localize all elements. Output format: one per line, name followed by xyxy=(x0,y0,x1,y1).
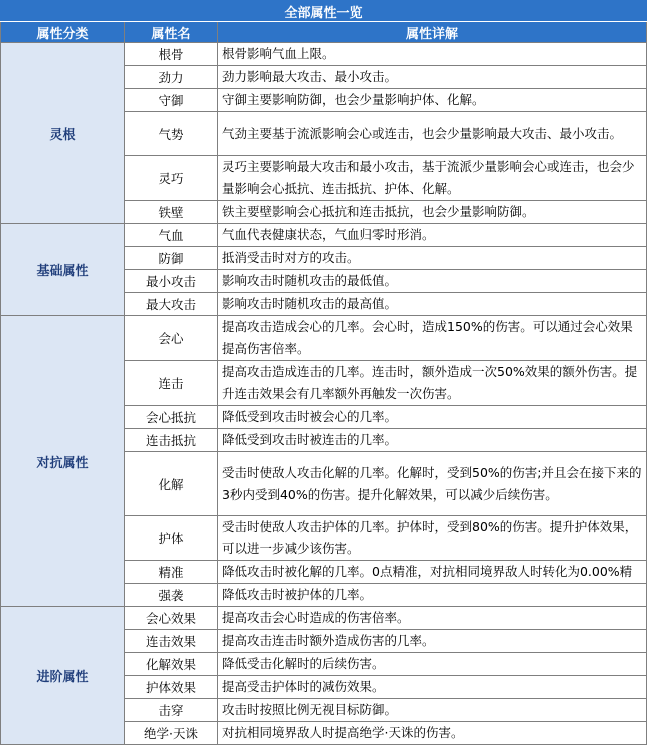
attr-name: 防御 xyxy=(125,247,218,270)
attr-detail: 降低攻击时被护体的几率。 xyxy=(218,584,647,607)
attr-name: 会心 xyxy=(125,316,218,361)
table-row xyxy=(1,224,647,247)
attr-name: 最大攻击 xyxy=(125,293,218,316)
attr-name: 最小攻击 xyxy=(125,270,218,293)
attr-name: 化解效果 xyxy=(125,653,218,676)
attr-name: 铁壁 xyxy=(125,201,218,224)
attr-detail: 提高攻击造成会心的几率。会心时，造成150%的伤害。可以通过会心效果提高伤害倍率。 xyxy=(218,316,647,361)
attr-detail: 气劲主要基于流派影响会心或连击，也会少量影响最大攻击、最小攻击。 xyxy=(218,112,647,156)
attr-name: 绝学·天诛 xyxy=(125,722,218,745)
attr-name: 灵巧 xyxy=(125,156,218,201)
attr-detail: 劲力影响最大攻击、最小攻击。 xyxy=(218,66,647,89)
attr-detail: 受击时使敌人攻击护体的几率。护体时，受到80%的伤害。提升护体效果，可以进一步减少该伤害。 xyxy=(218,516,647,561)
attr-detail: 气血代表健康状态，气血归零时形消。 xyxy=(218,224,647,247)
title-row xyxy=(1,1,647,22)
attr-detail: 影响攻击时随机攻击的最高值。 xyxy=(218,293,647,316)
attr-detail: 对抗相同境界敌人时提高绝学·天诛的伤害。 xyxy=(218,722,647,745)
attr-name: 精准 xyxy=(125,561,218,584)
attr-detail: 铁主要壁影响会心抵抗和连击抵抗，也会少量影响防御。 xyxy=(218,201,647,224)
attr-name: 根骨 xyxy=(125,43,218,66)
header-detail: 属性详解 xyxy=(218,22,647,43)
header-category: 属性分类 xyxy=(1,22,125,43)
attr-detail: 提高攻击会心时造成的伤害倍率。 xyxy=(218,607,647,630)
attr-name: 护体 xyxy=(125,516,218,561)
attr-detail: 受击时使敌人攻击化解的几率。化解时，受到50%的伤害;并且会在接下来的3秒内受到40%的伤害。提升化解效果，可以减少后续伤害。 xyxy=(218,452,647,516)
attr-detail: 提高攻击造成连击的几率。连击时，额外造成一次50%效果的额外伤害。提升连击效果会有几率额外再触发一次伤害。 xyxy=(218,361,647,406)
header-row xyxy=(1,22,647,43)
attr-name: 气势 xyxy=(125,112,218,156)
attr-name: 护体效果 xyxy=(125,676,218,699)
attr-name: 气血 xyxy=(125,224,218,247)
table-row xyxy=(1,607,647,630)
attr-name: 击穿 xyxy=(125,699,218,722)
header-name: 属性名 xyxy=(125,22,218,43)
table-row xyxy=(1,43,647,66)
attr-detail: 灵巧主要影响最大攻击和最小攻击，基于流派少量影响会心或连击，也会少量影响会心抵抗、连击抵抗、护体、化解。 xyxy=(218,156,647,201)
attr-detail: 根骨影响气血上限。 xyxy=(218,43,647,66)
category-lingen: 灵根 xyxy=(1,43,125,224)
attr-detail: 守御主要影响防御，也会少量影响护体、化解。 xyxy=(218,89,647,112)
attr-detail: 降低受击化解时的后续伤害。 xyxy=(218,653,647,676)
attr-detail: 抵消受击时对方的攻击。 xyxy=(218,247,647,270)
attr-name: 连击效果 xyxy=(125,630,218,653)
table-title: 全部属性一览 xyxy=(1,1,647,22)
category-basic: 基础属性 xyxy=(1,224,125,316)
attr-detail: 降低受到攻击时被连击的几率。 xyxy=(218,429,647,452)
table-row xyxy=(1,316,647,361)
attr-detail: 提高受击护体时的减伤效果。 xyxy=(218,676,647,699)
attr-name: 劲力 xyxy=(125,66,218,89)
attr-name: 连击抵抗 xyxy=(125,429,218,452)
attr-detail: 影响攻击时随机攻击的最低值。 xyxy=(218,270,647,293)
attr-name: 连击 xyxy=(125,361,218,406)
category-combat: 对抗属性 xyxy=(1,316,125,607)
attr-detail: 降低受到攻击时被会心的几率。 xyxy=(218,406,647,429)
attr-name: 化解 xyxy=(125,452,218,516)
attr-name: 会心抵抗 xyxy=(125,406,218,429)
attr-name: 会心效果 xyxy=(125,607,218,630)
category-advanced: 进阶属性 xyxy=(1,607,125,745)
attr-name: 强袭 xyxy=(125,584,218,607)
attr-detail: 攻击时按照比例无视目标防御。 xyxy=(218,699,647,722)
attr-detail: 降低攻击时被化解的几率。0点精准，对抗相同境界敌人时转化为0.00%精 xyxy=(218,561,647,584)
attr-name: 守御 xyxy=(125,89,218,112)
attr-detail: 提高攻击连击时额外造成伤害的几率。 xyxy=(218,630,647,653)
